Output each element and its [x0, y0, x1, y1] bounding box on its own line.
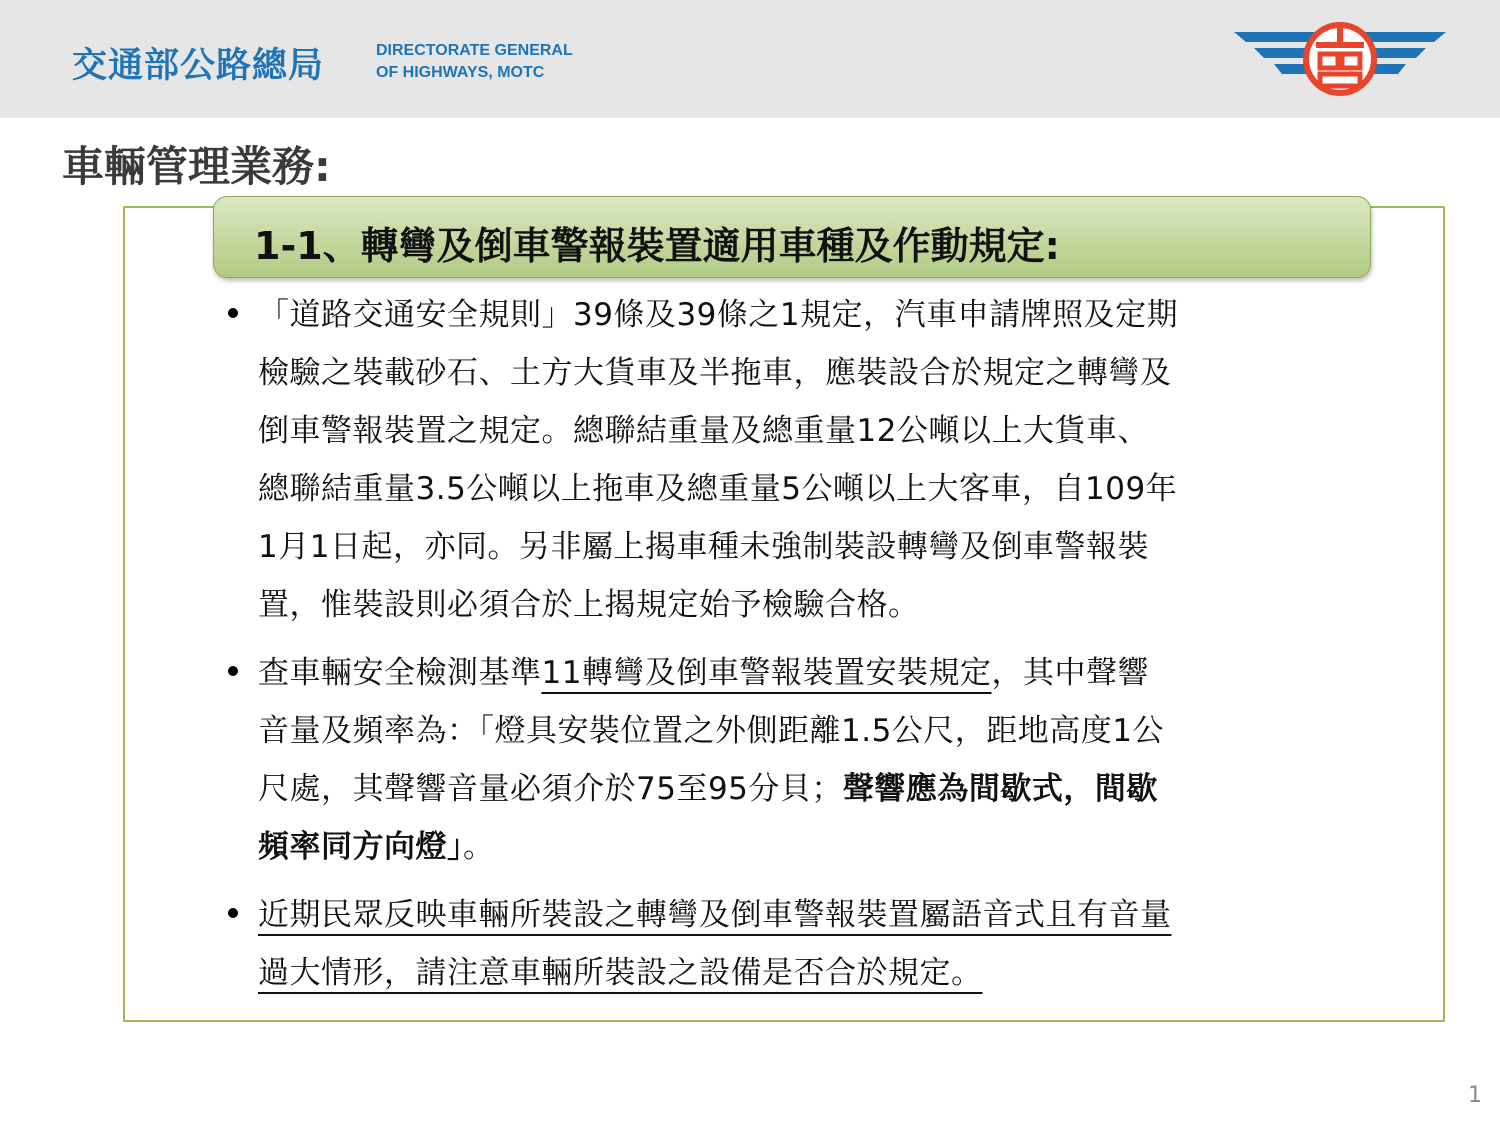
- bullet-dot-icon: [228, 908, 238, 918]
- bold-emphasis: 頻率同方向燈」: [258, 829, 463, 865]
- bullet-list: [228, 286, 1358, 1012]
- bullet-text: [258, 286, 1358, 634]
- bullet-item-3: [228, 886, 1358, 1002]
- bullet-item-2: [228, 644, 1358, 876]
- underlined-notice: 過大情形，請注意車輛所裝設之設備是否合於規定。: [258, 955, 983, 991]
- text-line: [258, 944, 1358, 1002]
- text-line: [258, 886, 1358, 944]
- org-name-english-line1: DIRECTORATE GENERAL: [376, 42, 573, 59]
- text-segment: ，其中聲響: [991, 655, 1149, 691]
- text-segment: 尺處，其聲響音量必須介於75至95分貝；: [258, 771, 843, 807]
- bullet-dot-icon: [228, 666, 238, 676]
- text-line: 檢驗之裝載砂石、土方大貨車及半拖車，應裝設合於規定之轉彎及: [258, 355, 1172, 391]
- bullet-dot-icon: [228, 308, 238, 318]
- text-segment: 。: [463, 829, 495, 865]
- page-title: 車輛管理業務:: [62, 142, 331, 191]
- page-number: 1: [1468, 1083, 1482, 1108]
- text-line: 置，惟裝設則必須合於上揭規定始予檢驗合格。: [258, 587, 920, 623]
- underlined-notice: 近期民眾反映車輛所裝設之轉彎及倒車警報裝置屬語音式且有音量: [258, 897, 1172, 933]
- underlined-reference: 11轉彎及倒車警報裝置安裝規定: [541, 655, 992, 691]
- text-segment: 查車輛安全檢測基準: [258, 655, 542, 691]
- text-line: 倒車警報裝置之規定。總聯結重量及總重量12公噸以上大貨車、: [258, 413, 1149, 449]
- bullet-item-1: [228, 286, 1358, 634]
- section-title: 1-1、轉彎及倒車警報裝置適用車種及作動規定:: [254, 224, 1060, 268]
- text-line: 1月1日起，亦同。另非屬上揭車種未強制裝設轉彎及倒車警報裝: [258, 529, 1149, 565]
- highway-wings-logo-icon: [1232, 18, 1448, 100]
- bullet-text: [258, 644, 1358, 876]
- org-name-english: [376, 40, 573, 84]
- org-name-chinese: 交通部公路總局: [72, 46, 325, 86]
- org-name-english-line2: OF HIGHWAYS, MOTC: [376, 64, 545, 81]
- text-line: [258, 818, 1358, 876]
- text-line: 音量及頻率為：「燈具安裝位置之外側距離1.5公尺，距地高度1公: [258, 713, 1165, 749]
- section-title-tab: [213, 196, 1371, 278]
- header-bar: [0, 0, 1500, 118]
- bold-emphasis: 聲響應為間歇式，間歇: [842, 771, 1158, 807]
- text-line: [258, 760, 1358, 818]
- bullet-text: [258, 886, 1358, 1002]
- text-line: 總聯結重量3.5公噸以上拖車及總重量5公噸以上大客車，自109年: [258, 471, 1178, 507]
- text-line: [258, 644, 1358, 702]
- text-line: 「道路交通安全規則」39條及39條之1規定，汽車申請牌照及定期: [258, 297, 1179, 333]
